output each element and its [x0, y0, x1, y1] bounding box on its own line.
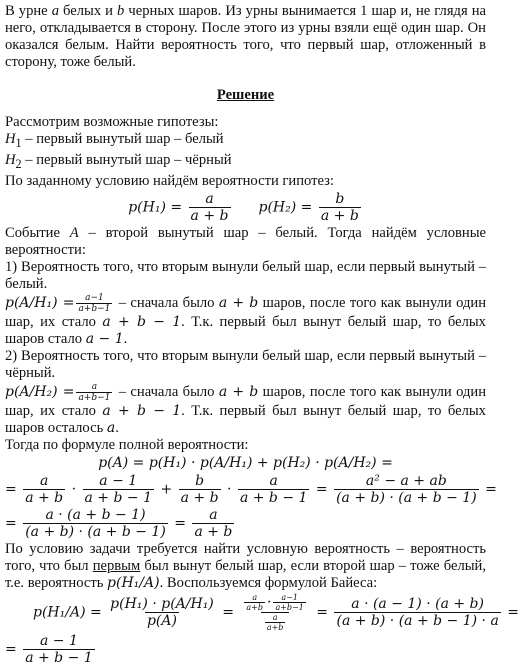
case1-body: p(A/H₁) = $\frac{a-1}{a+b-1}$ – сначала было a + b шаров, после того как вынули один шар, их стало a + b − 1. Т.к. первый был вынут белый шар, то белых шаров стало a − 1.: [5, 292, 487, 347]
problem-statement: [5, 3, 486, 71]
case2-body: p(A/H₂) = $\frac{a}{a+b-1}$ – сначала было a + b шаров, после того как вынули один шар, их стало a + b − 1. Т.к. первый был вынут белый шар, то белых шаров осталось a.: [5, 381, 487, 436]
total-prob-intro: Тогда по формуле полной вероятности:: [5, 436, 249, 453]
var-b: b: [117, 3, 125, 19]
var-a: a: [51, 3, 59, 19]
hypothesis-2: $H_2$ – первый вынутый шар – чёрный: [5, 151, 232, 171]
hypothesis-1: $H_1$ – первый вынутый шар – белый: [5, 131, 224, 150]
formula-pH1: p(H₁) = $\frac{a}{a + b}$: [128, 190, 229, 224]
problem-text: белых и: [63, 3, 113, 19]
total-prob-formula: p(A) = p(H₁) · p(A/H₁) + p(H₂) · p(A/H₂) =: [98, 454, 393, 471]
total-prob-result: = $\frac{a \cdot (a + b - 1)}{(a + b) \cdot (a + b - 1)}$ = $\frac{a}{a + b}$: [5, 506, 233, 540]
case1-title: 1) Вероятность того, что вторым вынули белый шар, если первый вынутый – белый.: [5, 258, 486, 292]
hypothesis-probabilities: [5, 191, 486, 224]
prob-intro: По заданному условию найдём вероятности гипотез:: [5, 172, 334, 189]
bayes-intro: По условию задачи требуется найти условную вероятность – вероятность того, что был первым был вынут белый шар, если второй шар – тоже белый, т.е. вероятность p(H₁/A). Воспользуемся формулой Байеса:: [5, 540, 486, 591]
formula-pH2: p(H₂) = $\frac{b}{a + b}$: [258, 190, 359, 224]
total-prob-expansion: = $\frac{a}{a + b}$ · $\frac{a - 1}{a + b - 1}$ + $\frac{b}{a + b}$ · $\frac{a}{a + b - 1}$ = $\frac{\text{a² − a + ab}}{(a + b) \cdot (a + b - 1)}$ =: [5, 472, 497, 506]
solution-heading: Решение: [216, 87, 275, 103]
problem-text: черных шаров. Из урны вынимается 1 шар и, не глядя на него, откладывается в сторону. После этого из урны взяли ещё один шар. Он оказался белым. Найти вероятность того, что первый шар, отложенный в сторону, тоже белый.: [5, 3, 487, 70]
bayes-result: = $\frac{a - 1}{a + b - 1}$: [5, 632, 93, 666]
bayes-formula: p(H₁/A) = $\frac{\text{p(H₁) · p(A/H₁)}}{p(A)}$ = $\frac{a}{a+b}$ · $\frac{a-1}{a+b-1}$ $\frac{a}{a+b}$ = $\frac{a \cdot (a - 1) \cdot (a + b)}{(a + b) \cdot (a + b - 1) \cdot a}$ =: [33, 592, 519, 632]
problem-text: В урне: [5, 3, 48, 19]
hypotheses-intro: Рассмотрим возможные гипотезы:: [5, 114, 219, 130]
case2-title: 2) Вероятность того, что вторым вынули белый шар, если первый вынутый – чёрный.: [5, 347, 486, 381]
event-definition: Событие A – второй вынутый шар – белый. Тогда найдём условные вероятности:: [5, 224, 486, 258]
